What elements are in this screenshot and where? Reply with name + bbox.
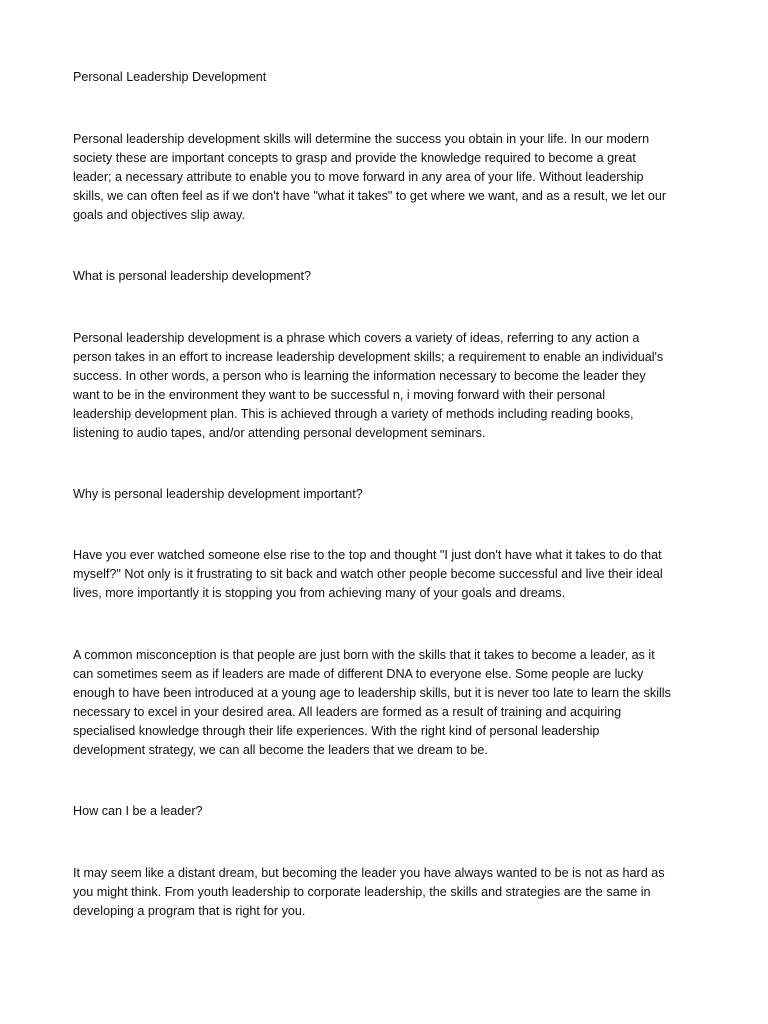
heading-why-important: Why is personal leadership development important? xyxy=(73,487,363,501)
paragraph-line: leader; a necessary attribute to enable you to move forward in any area of your life. Without leadership xyxy=(73,170,644,184)
paragraph-line: Personal leadership development is a phrase which covers a variety of ideas, referring to any action a xyxy=(73,331,640,345)
paragraph-line: lives, more importantly it is stopping you from achieving many of your goals and dreams. xyxy=(73,586,566,600)
paragraph-line: It may seem like a distant dream, but becoming the leader you have always wanted to be is not as hard as xyxy=(73,866,665,880)
paragraph-line: listening to audio tapes, and/or attending personal development seminars. xyxy=(73,426,486,440)
document-title: Personal Leadership Development xyxy=(73,70,267,84)
paragraph-line: society these are important concepts to grasp and provide the knowledge required to become a great xyxy=(73,151,636,165)
paragraph-line: developing a program that is right for you. xyxy=(73,904,306,918)
paragraph-line: specialised knowledge through their life experiences. With the right kind of personal leadership xyxy=(73,724,600,738)
paragraph-line: Personal leadership development skills will determine the success you obtain in your life. In our modern xyxy=(73,132,650,146)
paragraph-intro xyxy=(73,130,698,225)
paragraph-line: A common misconception is that people are just born with the skills that it takes to become a leader, as it xyxy=(73,648,655,662)
paragraph-line: success. In other words, a person who is learning the information necessary to become the leader they xyxy=(73,369,646,383)
paragraph-line: necessary to excel in your desired area. All leaders are formed as a result of training and acquiring xyxy=(73,705,622,719)
paragraph-line: enough to have been introduced at a young age to leadership skills, but it is never too late to learn the skills xyxy=(73,686,671,700)
paragraph-line: Have you ever watched someone else rise to the top and thought "I just don't have what it takes to do that xyxy=(73,548,662,562)
paragraph-line: you might think. From youth leadership to corporate leadership, the skills and strategies are the same in xyxy=(73,885,651,899)
paragraph-line: goals and objectives slip away. xyxy=(73,208,245,222)
paragraph-line: person takes in an effort to increase leadership development skills; a requirement to enable an individual's xyxy=(73,350,664,364)
paragraph-line: want to be in the environment they want to be successful n, i moving forward with their personal xyxy=(73,388,606,402)
paragraph-line: skills, we can often feel as if we don't have "what it takes" to get where we want, and as a result, we let our xyxy=(73,189,667,203)
heading-how-leader: How can I be a leader? xyxy=(73,804,203,818)
paragraph-line: leadership development plan. This is achieved through a variety of methods including reading books, xyxy=(73,407,634,421)
paragraph-line: myself?" Not only is it frustrating to sit back and watch other people become successful and live their ideal xyxy=(73,567,663,581)
paragraph-line: can sometimes seem as if leaders are made of different DNA to everyone else. Some people are lucky xyxy=(73,667,644,681)
paragraph-line: development strategy, we can all become the leaders that we dream to be. xyxy=(73,743,488,757)
paragraph-definition xyxy=(73,329,698,443)
paragraph-why xyxy=(73,546,698,603)
paragraph-how xyxy=(73,864,698,921)
heading-what-is: What is personal leadership development? xyxy=(73,269,312,283)
paragraph-misconception xyxy=(73,646,698,760)
